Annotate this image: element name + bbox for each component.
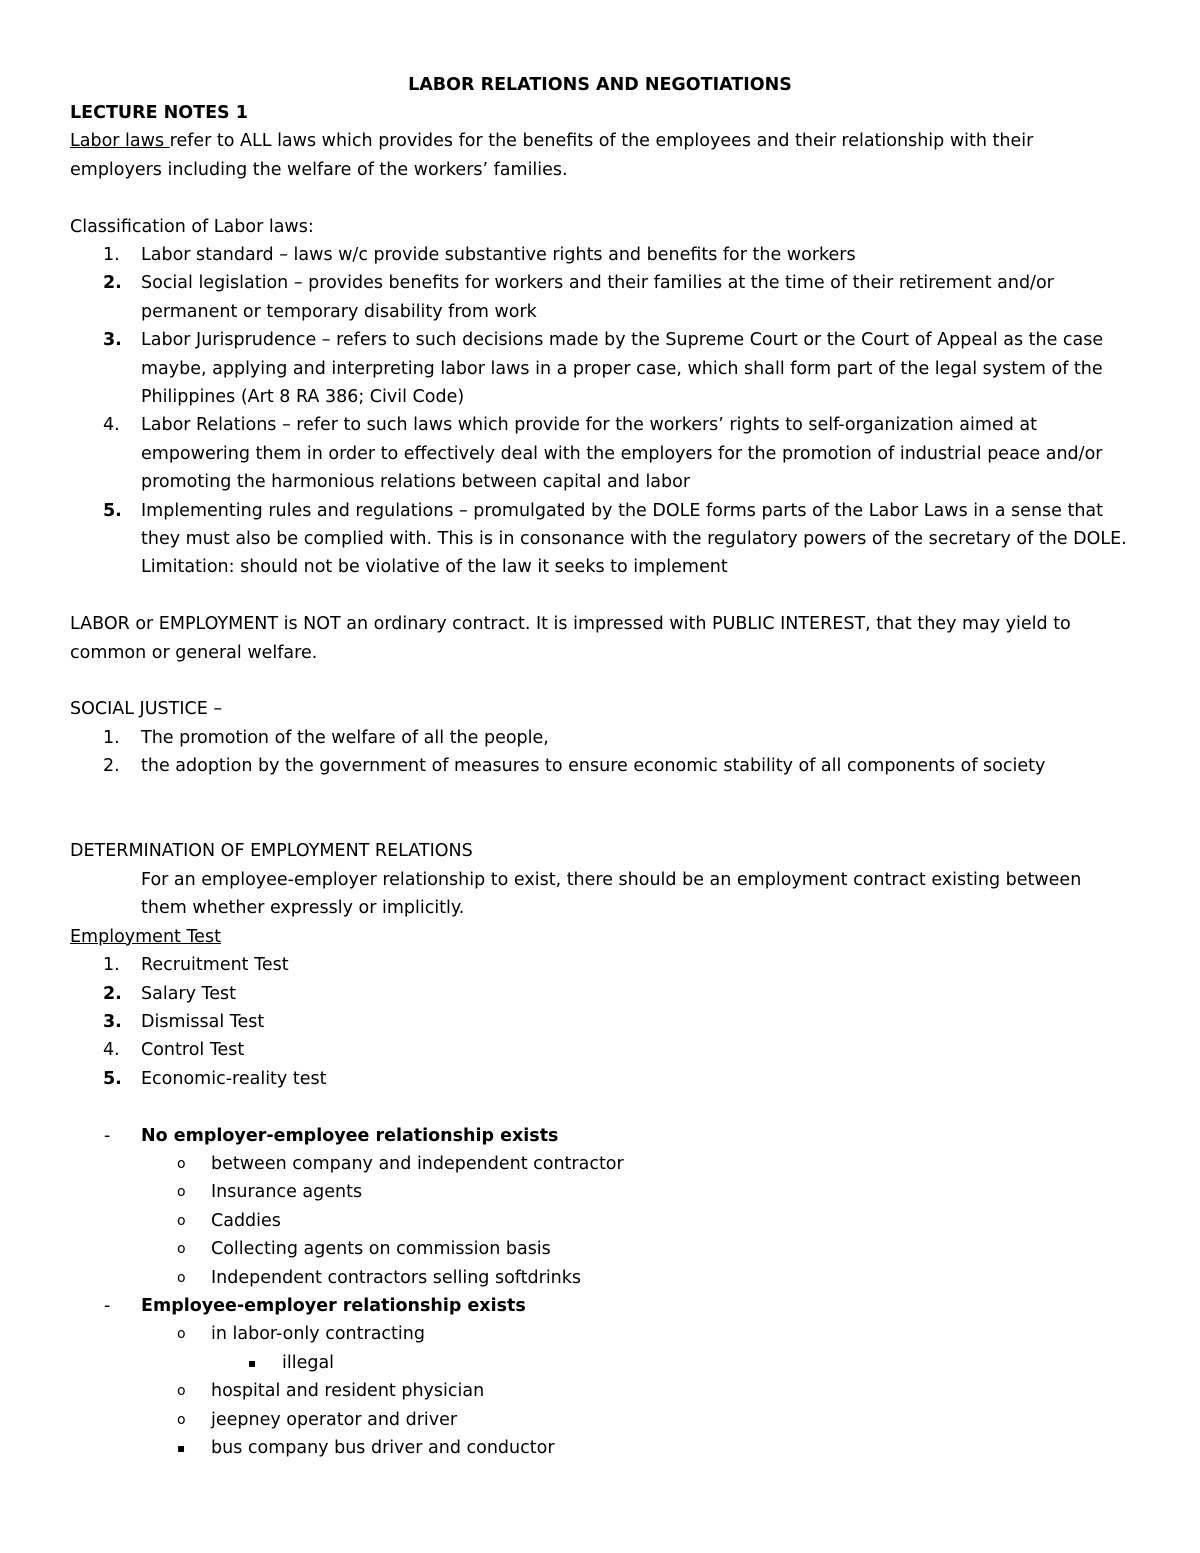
lecture-subtitle: LECTURE NOTES 1: [70, 103, 248, 123]
list-item: o jeepney operator and driver: [177, 1409, 458, 1430]
list-item: 3. Dismissal Test: [103, 1011, 265, 1032]
document-title: LABOR RELATIONS AND NEGOTIATIONS: [408, 75, 792, 95]
list-item: o in labor-only contracting: [177, 1324, 425, 1345]
list-item: - No employer-employee relationship exists: [104, 1125, 559, 1146]
list-item: 2. Salary Test: [103, 983, 236, 1004]
list-item: 5. Economic-reality test: [103, 1068, 327, 1089]
employment-test-heading: Employment Test: [70, 926, 221, 947]
list-item: 4. Control Test: [103, 1040, 245, 1061]
list-item: 2. the adoption by the government of measures to ensure economic stability of all components of society: [103, 756, 1046, 777]
list-item: 2. Social legislation – provides benefits for workers and their families at the time of their retirement and/or permanent or temporary disability from work: [103, 273, 1054, 322]
intro-text: refer to ALL laws which provides for the benefits of the employees and their relationship with their employers including the welfare of the workers’ families.: [70, 131, 1034, 180]
list-item: 1. Recruitment Test: [103, 955, 289, 976]
list-item: 5. Implementing rules and regulations – promulgated by the DOLE forms parts of the Labor Laws in a sense that they must also be complied with. This is in consonance with the regulatory powers of the secretary of the DOLE. Limitation: should not be violative of the law it seeks to implement: [103, 500, 1127, 578]
list-item: 1. Labor standard – laws w/c provide substantive rights and benefits for the workers: [103, 245, 856, 266]
list-item: - Employee-employer relationship exists: [104, 1295, 526, 1316]
list-item: 3. Labor Jurisprudence – refers to such decisions made by the Supreme Court or the Court of Appeal as the case maybe, applying and interpreting labor laws in a proper case, which shall form part of the legal system of the Philippines (Art 8 RA 386; Civil Code): [103, 330, 1104, 408]
intro-paragraph: [70, 127, 1130, 184]
social-justice-heading: SOCIAL JUSTICE –: [70, 699, 223, 720]
list-item: o hospital and resident physician: [177, 1381, 485, 1402]
document-body: [70, 99, 1130, 1462]
list-item: 4. Labor Relations – refer to such laws which provide for the workers’ rights to self-organization aimed at empowering them in order to effectively deal with the employers for the promotion of industrial peace and/or promoting the harmonious relations between capital and labor: [103, 415, 1103, 493]
list-item: ▪ bus company bus driver and conductor: [177, 1438, 555, 1458]
labor-laws-term: Labor laws: [70, 131, 170, 152]
determination-heading: DETERMINATION OF EMPLOYMENT RELATIONS: [70, 841, 473, 862]
list-item: o Collecting agents on commission basis: [177, 1239, 551, 1260]
list-item: ▪ illegal: [248, 1352, 335, 1373]
list-item: 1. The promotion of the welfare of all the people,: [103, 727, 549, 748]
list-item: o between company and independent contractor: [177, 1153, 624, 1174]
classification-heading: Classification of Labor laws:: [70, 216, 314, 237]
labor-statement: LABOR or EMPLOYMENT is NOT an ordinary contract. It is impressed with PUBLIC INTEREST, that they may yield to common or general welfare.: [70, 614, 1071, 663]
list-item: o Caddies: [177, 1210, 281, 1231]
determination-paragraph: For an employee-employer relationship to exist, there should be an employment contract existing between them whether expressly or implicitly.: [141, 869, 1082, 919]
list-item: o Insurance agents: [177, 1182, 363, 1203]
list-item: o Independent contractors selling softdrinks: [177, 1267, 582, 1288]
